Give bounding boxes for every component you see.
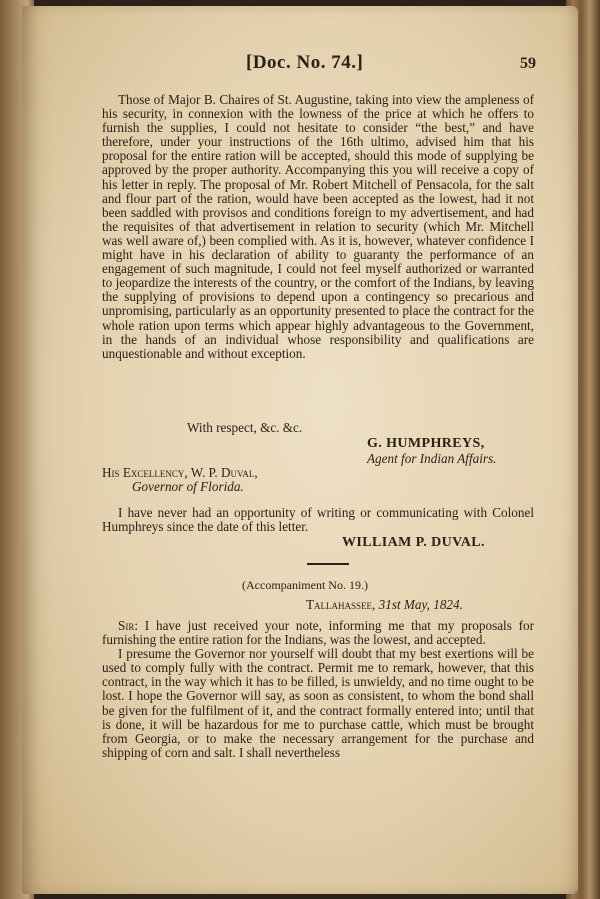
signature-title: Agent for Indian Affairs.: [367, 451, 497, 466]
note-text: I have never had an opportunity of writing or communicating with Colonel Humphreys since the date of this letter.: [102, 505, 534, 535]
addressee-title: Governor of Florida.: [132, 479, 244, 494]
dateline: [306, 598, 463, 612]
book-page: [22, 6, 578, 894]
letter-paragraph: [102, 93, 534, 361]
letter-body-text: Those of Major B. Chaires of St. Augustine, taking into view the ampleness of his security, in connexion with the lowness of the price at which he offers to furnish the supplies, I could not hesitate to consider “the best,” and have therefore, under your instructions of the 16th ultimo, advised him that his proposal for the entire ration will be accepted, should this mode of supplying be approved by the proper authority. Accompanying this you will receive a copy of his letter in reply. The proposal of Mr. Robert Mitchell of Pensacola, for the salt and flour part of the ration, would have been accepted as the lowest, had it not been saddled with provisos and conditions foreign to my advertisement, and had the requisites of that advertisement in relation to security (which Mr. Mitchell was well aware of,) been complied with. As it is, however, whatever confidence I might have in his declaration of ability to guaranty the performance of an engagement of such magnitude, I could not feel myself authorized or warranted to jeopardize the interests of the country, or the comfort of the Indians, by leaving the supplying of provisions to depend upon a contingency so precarious and unpromising, particularly as an opportunity presented to place the contract for the whole ration upon terms which appear highly advantageous to the Government, in the hands of an individual whose responsibility and qualifications are unquestionable and without exception.: [102, 92, 534, 361]
letter2-paragraph-1-text: I have just received your note, informing me that my proposals for furnishing the entire ration for the Indians, was the lowest, and accepted.: [102, 618, 535, 648]
note-signature: WILLIAM P. DUVAL.: [342, 535, 485, 550]
letter2-paragraph-2: I presume the Governor nor yourself will doubt that my best exertions will be used to comply fully with the contract. Permit me to remark, however, that this contract, in the way which it has to be filled, is unwieldy, and no time ought to be lost. I hope the Governor will say, as soon as consistent, to whom the bond shall be given for the fulfilment of it, and the contract formally entered into; until that is done, it will be hazardous for me to purchase cattle, which must be brought from Georgia, or to make the necessary arrangement for the purchase and shipping of corn and salt. I shall nevertheless: [102, 646, 534, 760]
letter2-paragraph-1: [102, 619, 534, 647]
section-divider: [307, 563, 349, 565]
dateline-date: 31st May, 1824.: [378, 597, 463, 612]
accompaniment-heading: (Accompaniment No. 19.): [242, 578, 368, 592]
dateline-place: Tallahassee,: [306, 597, 376, 612]
document-number: [Doc. No. 74.]: [246, 52, 364, 73]
page-number: 59: [520, 55, 536, 72]
note-paragraph: [102, 506, 534, 534]
addressee-name: [102, 466, 258, 480]
salutation: Sir:: [118, 618, 138, 633]
closing-line: With respect, &c. &c.: [187, 420, 303, 435]
signature-name: G. HUMPHREYS,: [367, 436, 485, 451]
running-header: [22, 52, 578, 82]
addressee-name-text: His Excellency, W. P. Duval,: [102, 465, 258, 480]
letter2-paragraphs: [102, 619, 534, 760]
